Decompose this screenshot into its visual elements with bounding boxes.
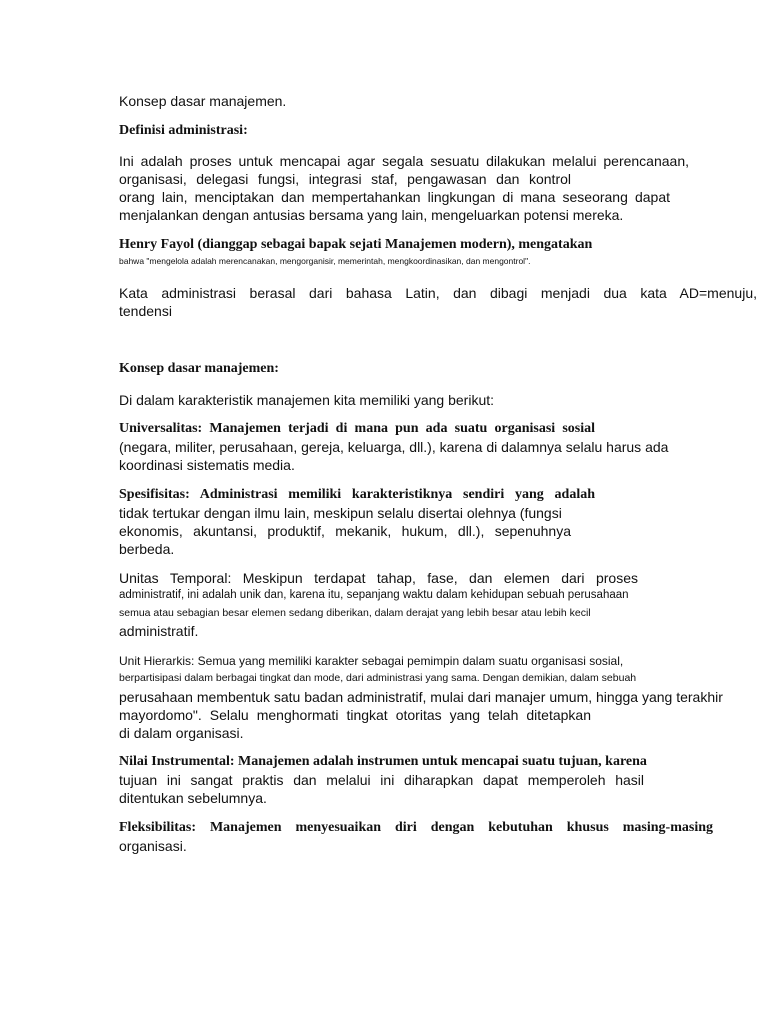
specificity-heading: Spesifisitas: Administrasi memiliki karakteristiknya sendiri yang adalah	[119, 487, 595, 502]
hierarchical-unity-line: di dalam organisasi.	[119, 725, 244, 741]
hierarchical-unity-line: perusahaan membentuk satu badan administratif, mulai dari manajer umum, hingga yang terakhir	[119, 689, 723, 705]
universality-line: (negara, militer, perusahaan, gereja, keluarga, dll.), karena di dalamnya selalu harus ada	[119, 439, 669, 455]
etymology-line: Kata administrasi berasal dari bahasa Latin, dan dibagi menjadi dua kata AD=menuju,	[119, 285, 757, 301]
instrumental-value-line: ditentukan sebelumnya.	[119, 790, 267, 806]
universality-line: koordinasi sistematis media.	[119, 457, 295, 473]
fayol-heading: Henry Fayol (dianggap sebagai bapak sejati Manajemen modern), mengatakan	[119, 237, 593, 252]
hierarchical-unity-line: berpartisipasi dalam berbagai tingkat dan mode, dari administrasi yang sama. Dengan demikian, dalam sebuah	[119, 672, 637, 684]
instrumental-value-heading: Nilai Instrumental: Manajemen adalah instrumen untuk mencapai suatu tujuan, karena	[119, 754, 647, 769]
definition-line: orang lain, menciptakan dan mempertahankan lingkungan di mana seseorang dapat	[119, 189, 670, 205]
universality-heading: Universalitas: Manajemen terjadi di mana pun ada suatu organisasi sosial	[119, 421, 595, 436]
document-title: Konsep dasar manajemen.	[119, 93, 287, 109]
hierarchical-unity-line: Unit Hierarkis: Semua yang memiliki karakter sebagai pemimpin dalam suatu organisasi sosial,	[119, 654, 624, 668]
definition-heading: Definisi administrasi:	[119, 123, 248, 138]
temporal-unity-line: administratif, ini adalah unik dan, karena itu, sepanjang waktu dalam kehidupan sebuah perusahaan	[119, 589, 629, 601]
hierarchical-unity-line: mayordomo". Selalu menghormati tingkat otoritas yang telah ditetapkan	[119, 707, 591, 723]
definition-line: menjalankan dengan antusias bersama yang lain, mengeluarkan potensi mereka.	[119, 207, 624, 223]
temporal-unity-line: Unitas Temporal: Meskipun terdapat tahap, fase, dan elemen dari proses	[119, 570, 638, 586]
concept-heading: Konsep dasar manajemen:	[119, 361, 279, 376]
definition-line: Ini adalah proses untuk mencapai agar segala sesuatu dilakukan melalui perencanaan,	[119, 153, 689, 169]
etymology-line: tendensi	[119, 303, 172, 319]
temporal-unity-line: administratif.	[119, 623, 199, 639]
flexibility-line: organisasi.	[119, 838, 187, 854]
specificity-line: ekonomis, akuntansi, produktif, mekanik, hukum, dll.), sepenuhnya	[119, 523, 571, 539]
fayol-quote: bahwa "mengelola adalah merencanakan, mengorganisir, memerintah, mengkoordinasikan, dan mengontrol".	[119, 256, 531, 266]
instrumental-value-line: tujuan ini sangat praktis dan melalui ini diharapkan dapat memperoleh hasil	[119, 772, 644, 788]
specificity-line: berbeda.	[119, 541, 175, 557]
characteristics-intro: Di dalam karakteristik manajemen kita memiliki yang berikut:	[119, 392, 495, 408]
flexibility-heading: Fleksibilitas: Manajemen menyesuaikan diri dengan kebutuhan khusus masing-masing	[119, 820, 713, 835]
definition-line: organisasi, delegasi fungsi, integrasi staf, pengawasan dan kontrol	[119, 171, 571, 187]
specificity-line: tidak tertukar dengan ilmu lain, meskipun selalu disertai olehnya (fungsi	[119, 505, 562, 521]
temporal-unity-line: semua atau sebagian besar elemen sedang diberikan, dalam derajat yang lebih besar atau lebih kecil	[119, 607, 591, 619]
